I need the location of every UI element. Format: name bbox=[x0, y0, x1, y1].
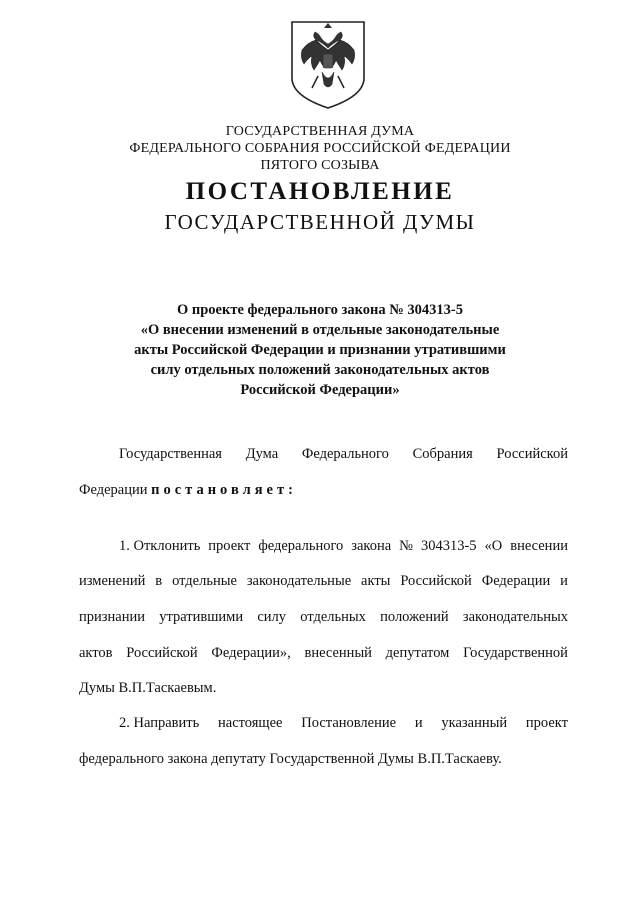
word: 2. Направить bbox=[119, 715, 200, 731]
header-line-duma: ГОСУДАРСТВЕННАЯ ДУМА bbox=[225, 124, 415, 139]
word: Федерации bbox=[79, 482, 148, 498]
word: проект bbox=[525, 715, 568, 731]
word: настоящее bbox=[218, 715, 283, 731]
item-1-line-4 bbox=[79, 643, 568, 663]
preamble bbox=[79, 444, 568, 464]
word: в bbox=[155, 573, 163, 589]
word: актов bbox=[79, 645, 113, 661]
word: положений bbox=[380, 609, 449, 625]
word: акты bbox=[361, 573, 391, 589]
header-line-convocation: ПЯТОГО СОЗЫВА bbox=[260, 158, 380, 173]
document-subject bbox=[0, 300, 640, 400]
word: силу bbox=[257, 609, 287, 625]
subject-line: О проекте федерального закона № 304313-5 bbox=[176, 302, 464, 318]
word: Постановление bbox=[301, 715, 397, 731]
word: законодательные bbox=[246, 573, 352, 589]
word: Федерации bbox=[481, 573, 551, 589]
word: внесении bbox=[510, 538, 568, 554]
word: № bbox=[399, 538, 413, 554]
item-1-line-2 bbox=[79, 571, 568, 591]
word: 1. Отклонить bbox=[119, 538, 201, 554]
word: Федерального bbox=[301, 446, 389, 462]
document-subtitle: ГОСУДАРСТВЕННОЙ ДУМЫ bbox=[164, 210, 476, 234]
word: Государственной bbox=[463, 645, 568, 661]
word: Государственная bbox=[119, 446, 222, 462]
word: 304313-5 bbox=[420, 538, 477, 554]
subject-line: силу отдельных положений законодательных актов bbox=[150, 362, 490, 378]
word: депутатом bbox=[385, 645, 450, 661]
item-1-line-1 bbox=[79, 536, 568, 556]
word: отдельных bbox=[300, 609, 366, 625]
word: Российской bbox=[496, 446, 568, 462]
word: Российской bbox=[400, 573, 472, 589]
state-emblem-icon bbox=[288, 18, 368, 110]
item-1-line-3 bbox=[79, 607, 568, 627]
word: признании bbox=[79, 609, 145, 625]
word: отдельные bbox=[172, 573, 237, 589]
word: Российской bbox=[126, 645, 198, 661]
document-title: ПОСТАНОВЛЕНИЕ bbox=[185, 178, 455, 205]
word: законодательных bbox=[462, 609, 568, 625]
word: утратившими bbox=[159, 609, 244, 625]
word: и bbox=[414, 715, 423, 731]
word: Федерации», bbox=[211, 645, 291, 661]
word: закона bbox=[351, 538, 392, 554]
word: внесенный bbox=[304, 645, 372, 661]
item-2-line-1 bbox=[79, 713, 568, 733]
word: проект bbox=[208, 538, 251, 554]
word: «О bbox=[484, 538, 503, 554]
header-line-federal-assembly: ФЕДЕРАЛЬНОГО СОБРАНИЯ РОССИЙСКОЙ ФЕДЕРАЦИИ bbox=[129, 141, 511, 156]
preamble-line bbox=[79, 444, 568, 464]
preamble-line bbox=[79, 480, 568, 500]
item-2-line-2 bbox=[79, 749, 568, 769]
subject-line: «О внесении изменений в отдельные законодательные bbox=[140, 322, 500, 338]
word: Дума bbox=[245, 446, 279, 462]
subject-line: Российской Федерации» bbox=[240, 382, 400, 398]
word: Собрания bbox=[412, 446, 473, 462]
word: федерального bbox=[258, 538, 344, 554]
line-text: федерального закона депутату Государственной Думы В.П.Таскаеву. bbox=[79, 751, 502, 767]
word: и bbox=[560, 573, 568, 589]
word: указанный bbox=[441, 715, 508, 731]
line-text: Думы В.П.Таскаевым. bbox=[79, 680, 217, 696]
item-1-line-5 bbox=[79, 678, 568, 698]
word: изменений bbox=[79, 573, 146, 589]
subject-line: акты Российской Федерации и признании утратившими bbox=[134, 342, 506, 358]
preamble-ending bbox=[79, 480, 568, 500]
decree-word: постановляет: bbox=[151, 482, 297, 498]
